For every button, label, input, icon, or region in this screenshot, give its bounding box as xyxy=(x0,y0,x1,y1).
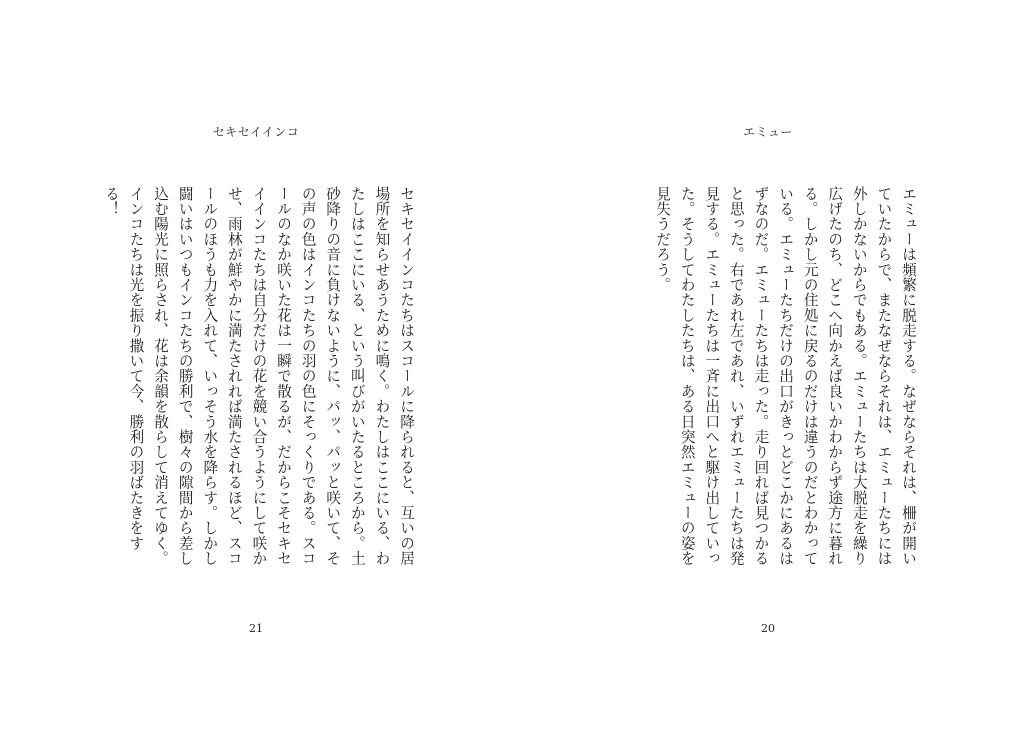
running-head-left: セキセイインコ xyxy=(212,125,300,139)
paragraph: セキセイインコたちはスコールに降られると、互いの居場所を知らせあうために鳴く。わたしはここにいる、わたしはここにいる、という叫びがいたるところから。土砂降りの音に負けないように、パッ、パッと咲いて、その声の色はインコたちの羽の色にそっくりである。スコールのなか咲いた花は一瞬で散るが、だからこそセキセイインコたちは自分だけの花を競い合うようにして咲かせ、雨林が鮮やかに満たされれば満たされるほど、スコールのほうも力を入れて、いっそう水を降らす。しかし闘いはいつもインコたちの勝利で、樹々の隙間から差し込む陽光に照らされ、花は余韻を散らして消えてゆく。インコたちは光を振り撒いて今、勝利の羽ばたきをする！ xyxy=(102,186,415,566)
running-head-right: エミュー xyxy=(743,125,793,139)
body-text-left xyxy=(102,186,418,566)
paragraph: エミューは頻繁に脱走する。なぜならそれは、柵が開いていたからで、またなぜならそれは、エミューたちには外しかないからでもある。エミューたちは大脱走を繰り広げたのち、どこへ向かえば良いかわからず途方に暮れる。しかし元の住処に戻るのだけは違うのだとわかっている。エミューたちだけの出口がきっとどこかにあるはずなのだ。エミューたちは走った。走り回れば見つかると思った。右であれ左であれ、いずれエミューたちは発見する。エミューたちは一斉に出口へと駆け出していった。そうしてわたしたちは、ある日突然エミューの姿を見失うだろう。 xyxy=(654,186,917,566)
right-page xyxy=(512,0,1024,729)
page-number-right: 20 xyxy=(761,622,775,635)
body-text-right xyxy=(638,186,920,566)
page-number-left: 21 xyxy=(249,622,263,635)
